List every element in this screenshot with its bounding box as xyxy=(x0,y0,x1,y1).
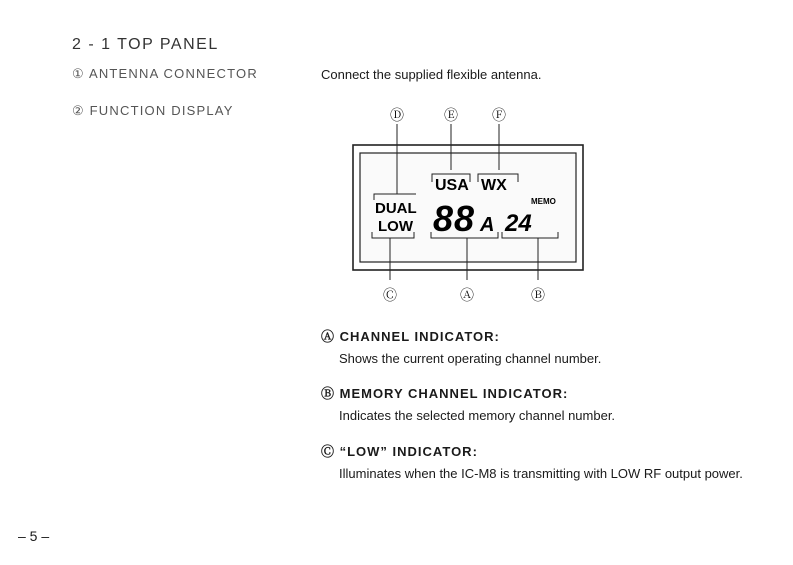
marker-e: Ⓔ xyxy=(444,107,458,123)
lcd-wx-label: WX xyxy=(481,177,507,194)
description-memory xyxy=(321,383,779,425)
marker-f: Ⓕ xyxy=(492,107,506,123)
marker-c: Ⓒ xyxy=(383,287,397,303)
item-antenna-connector: ① ANTENNA CONNECTOR xyxy=(72,66,258,81)
lcd-low-label: LOW xyxy=(378,218,413,235)
lcd-channel-suffix: A xyxy=(480,214,495,236)
lcd-dual-label: DUAL xyxy=(375,200,417,217)
lcd-channel-digits: 88 xyxy=(433,198,476,239)
description-low xyxy=(321,441,779,483)
description-low-title: Ⓒ “LOW” INDICATOR: xyxy=(321,444,478,459)
antenna-description: Connect the supplied flexible antenna. xyxy=(321,67,542,82)
lcd-memo-label: MEMO xyxy=(531,197,556,206)
description-memory-body: Indicates the selected memory channel number. xyxy=(339,408,616,423)
item-function-display: ② FUNCTION DISPLAY xyxy=(72,103,234,118)
description-channel xyxy=(321,326,779,368)
description-memory-title: Ⓑ MEMORY CHANNEL INDICATOR: xyxy=(321,386,569,401)
marker-d: Ⓓ xyxy=(390,107,404,123)
lcd-memory-channel: 24 xyxy=(505,210,532,237)
page-number: – 5 – xyxy=(18,528,50,544)
section-title: 2 - 1 TOP PANEL xyxy=(72,36,219,53)
marker-b: Ⓑ xyxy=(531,287,545,303)
marker-a: Ⓐ xyxy=(460,287,474,303)
lcd-usa-label: USA xyxy=(435,177,469,194)
description-low-body: Illuminates when the IC-M8 is transmitting with LOW RF output power. xyxy=(339,466,743,481)
description-channel-title: Ⓐ CHANNEL INDICATOR: xyxy=(321,329,500,344)
function-display-diagram xyxy=(340,100,600,310)
description-channel-body: Shows the current operating channel number. xyxy=(339,351,602,366)
